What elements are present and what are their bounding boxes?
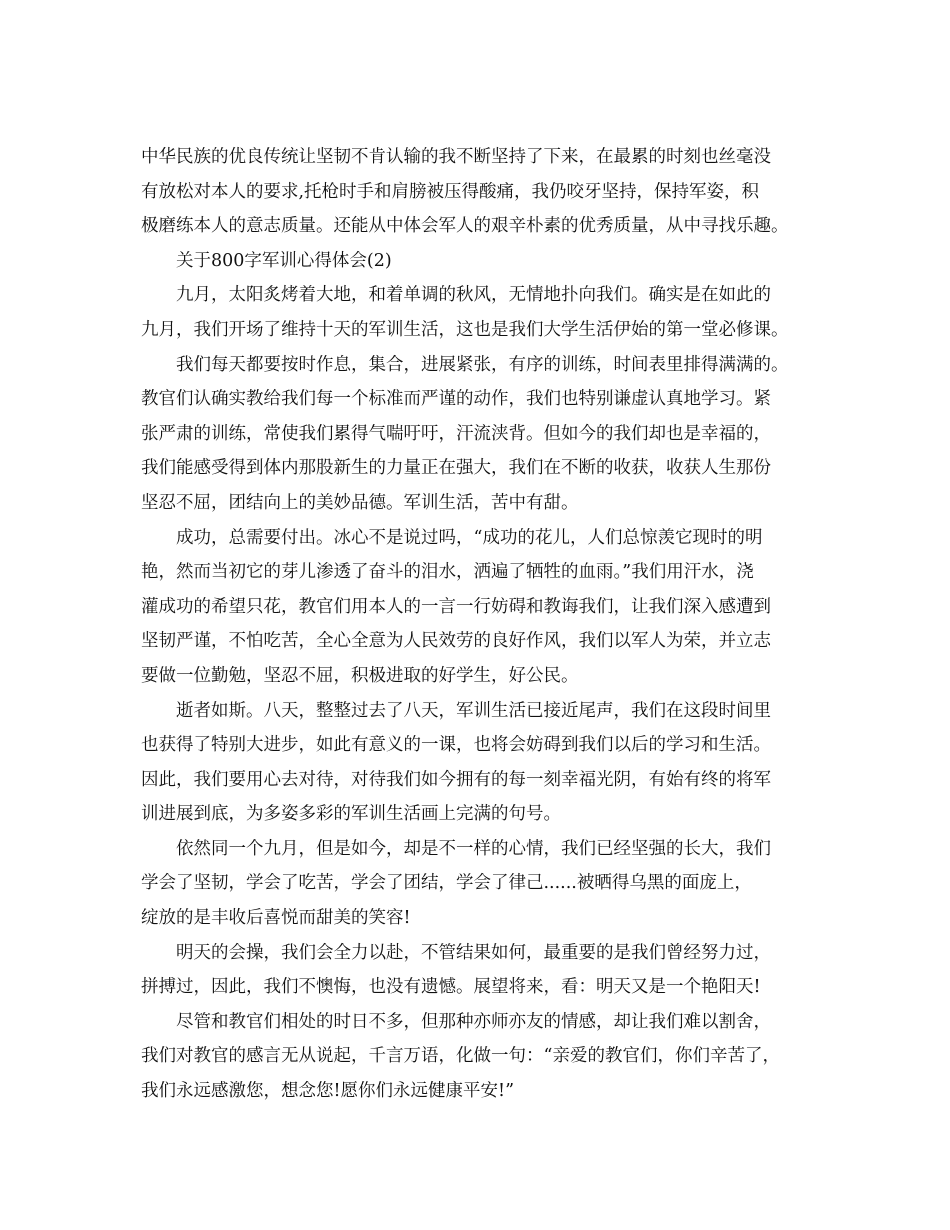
text-line: 极磨练本人的意志质量。还能从中体会军人的艰辛朴素的优秀质量，从中寻找乐趣。 bbox=[141, 216, 789, 237]
text-line: 依然同一个九月，但是如今，却是不一样的心情，我们已经坚强的长大，我们 bbox=[176, 838, 771, 859]
text-line: 有放松对本人的要求,托枪时手和肩膀被压得酸痛，我仍咬牙坚持，保持军姿，积 bbox=[141, 181, 760, 202]
text-line: 成功，总需要付出。冰心不是说过吗，“成功的花儿，人们总惊羡它现时的明 bbox=[176, 527, 763, 548]
text-line: 逝者如斯。八天，整整过去了八天，军训生活已接近尾声，我们在这段时间里 bbox=[176, 700, 771, 721]
text-line: 九月，我们开场了维持十天的军训生活，这也是我们大学生活伊始的第一堂必修课。 bbox=[141, 319, 789, 340]
text-line: 训进展到底，为多姿多彩的军训生活画上完满的句号。 bbox=[141, 804, 561, 825]
text-line: 关于800字军训心得体会(2) bbox=[176, 250, 392, 271]
text-line: 坚韧严谨，不怕吃苦，全心全意为人民效劳的良好作风，我们以军人为荣，并立志 bbox=[141, 631, 771, 652]
text-line: 我们每天都要按时作息，集合，进展紧张，有序的训练，时间表里排得满满的。 bbox=[176, 354, 789, 375]
text-line: 坚忍不屈，团结向上的美妙品德。军训生活，苦中有甜。 bbox=[141, 492, 579, 513]
text-line: 我们永远感激您，想念您!愿你们永远健康平安!” bbox=[141, 1081, 515, 1102]
text-line: 我们能感受得到体内那股新生的力量正在强大，我们在不断的收获，收获人生那份 bbox=[141, 458, 771, 479]
text-line: 拼搏过，因此，我们不懊悔，也没有遗憾。展望将来，看：明天又是一个艳阳天! bbox=[141, 977, 761, 998]
text-line: 绽放的是丰收后喜悦而甜美的笑容! bbox=[141, 908, 411, 929]
text-line: 教官们认确实教给我们每一个标准而严谨的动作，我们也特别谦虚认真地学习。紧 bbox=[141, 389, 771, 410]
document-body bbox=[141, 140, 816, 1109]
text-line: 我们对教官的感言无从说起，千言万语，化做一句：“亲爱的教官们，你们辛苦了， bbox=[141, 1046, 780, 1067]
text-line: 九月，太阳炙烤着大地，和着单调的秋风，无情地扑向我们。确实是在如此的 bbox=[176, 285, 771, 306]
text-line: 灌成功的希望只花，教官们用本人的一言一行妨碍和教诲我们，让我们深入感遭到 bbox=[141, 596, 771, 617]
text-line: 学会了坚韧，学会了吃苦，学会了团结，学会了律己......被晒得乌黑的面庞上， bbox=[141, 873, 752, 894]
text-line: 艳，然而当初它的芽儿渗透了奋斗的泪水，洒遍了牺牲的血雨。”我们用汗水，浇 bbox=[141, 562, 754, 583]
text-line: 尽管和教官们相处的时日不多，但那种亦师亦友的情感，却让我们难以割舍， bbox=[176, 1011, 771, 1032]
text-line: 中华民族的优良传统让坚韧不肯认输的我不断坚持了下来，在最累的时刻也丝毫没 bbox=[141, 147, 771, 167]
text-line: 也获得了特别大进步，如此有意义的一课，也将会妨碍到我们以后的学习和生活。 bbox=[141, 735, 771, 756]
text-line: 要做一位勤勉，坚忍不屈，积极进取的好学生，好公民。 bbox=[141, 665, 579, 686]
text-line: 张严肃的训练，常使我们累得气喘吁吁，汗流浃背。但如今的我们却也是幸福的， bbox=[141, 423, 771, 444]
text-line: 因此，我们要用心去对待，对待我们如今拥有的每一刻幸福光阴，有始有终的将军 bbox=[141, 769, 771, 790]
text-line: 明天的会操，我们会全力以赴，不管结果如何，最重要的是我们曾经努力过， bbox=[176, 942, 771, 963]
